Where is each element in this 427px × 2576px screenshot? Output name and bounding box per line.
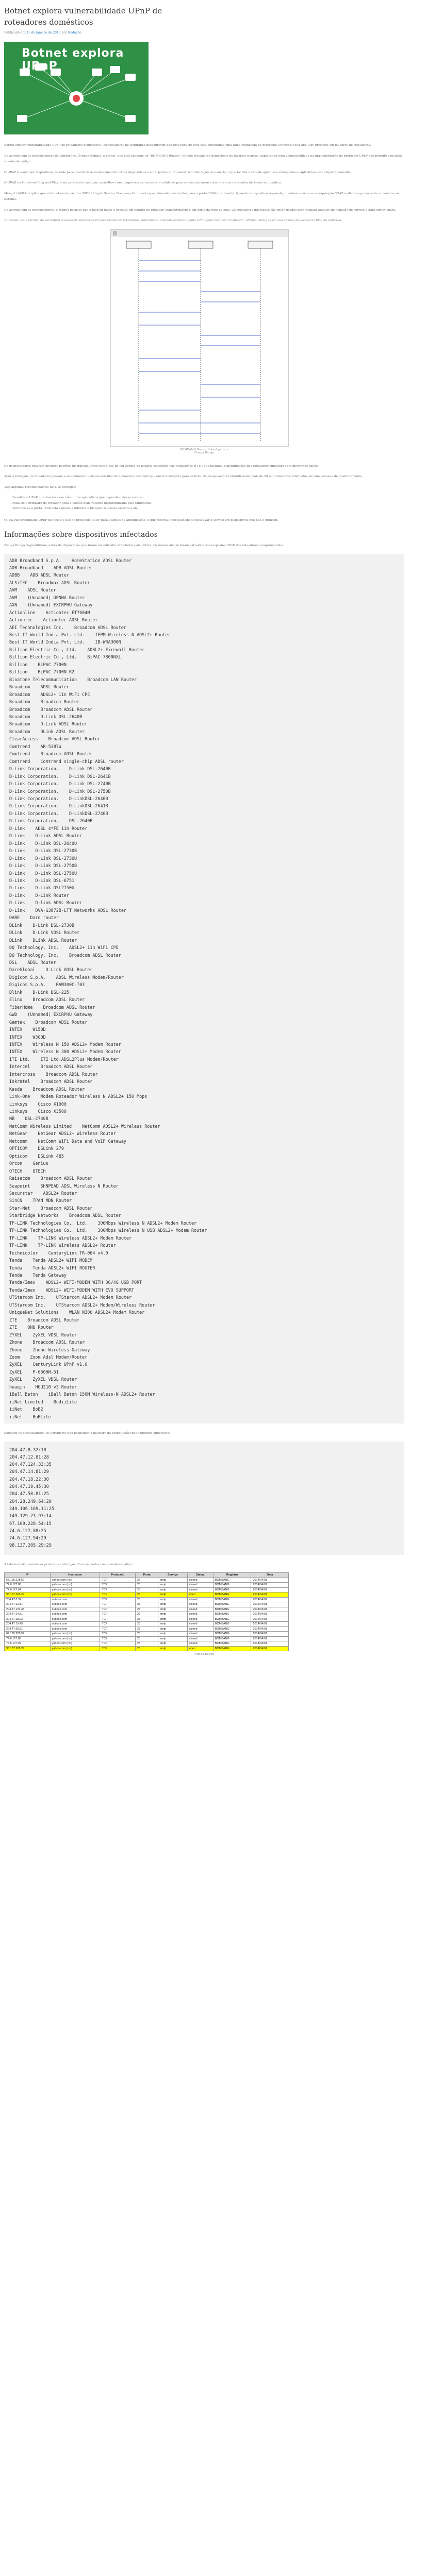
table-cell: BOMBANG [213, 1636, 251, 1641]
table-cell: 204.47.12.81 [5, 1602, 51, 1607]
table-cell: 2014/04/01 [251, 1636, 289, 1641]
table-cell: closed [187, 1597, 213, 1602]
table-cell: yahoo.com (nsl) [50, 1583, 100, 1588]
table-cell: 25 [136, 1632, 158, 1637]
article [4, 0, 404, 1656]
intro-paragraph: O UPnP é usado por dispositivos de rede para descobrir automaticamente outros dispositivos e abrir portas no roteador sem interação do usuário, o que facilita a vida de quem usa videogames e aplicativos de compartilhamento. [4, 171, 351, 174]
body-paragraph: De acordo com os pesquisadores, o ataque permite que o invasor baixe e execute um binário no roteador, transformando-o em parte da rede de bots. Os roteadores infectados são então usados para realizar ataques de negação de serviço e para enviar spam. [4, 208, 396, 212]
table-header-cell: Registro [213, 1573, 251, 1578]
table-cell: 25 [136, 1636, 158, 1641]
table-cell: BOMBANG [213, 1587, 251, 1592]
table-row [5, 1622, 289, 1627]
article-date-link[interactable]: 31 de janeiro de 2013 [26, 31, 61, 35]
table-cell: TCP [100, 1597, 136, 1602]
table-cell: 25 [136, 1617, 158, 1622]
table-header-cell: Protocolo [100, 1573, 136, 1578]
table-cell: BOMBANG [213, 1622, 251, 1627]
body-paragraph: Meng-Li (ASIA) explica que a botnet envia pacotes SSDP (Simple Service Discovery Protocol) especialmente construídos para a porta 1900 do roteador. Quando o dispositivo responde, o malware envia uma requisição SOAP maliciosa que executa comandos no sistema. [4, 192, 399, 201]
table-cell: smtp [158, 1617, 187, 1622]
table-cell: 25 [136, 1587, 158, 1592]
table-cell: yahoo.com (nsl) [50, 1632, 100, 1637]
table-cell: 25 [136, 1646, 158, 1651]
table-cell: 2014/04/01 [251, 1583, 289, 1588]
table-cell: TCP [100, 1617, 136, 1622]
table-cell: TCP [100, 1622, 136, 1627]
table-cell: 25 [136, 1626, 158, 1632]
table-cell: closed [187, 1641, 213, 1647]
hero-image [4, 42, 149, 134]
table-header-cell: Serviço [158, 1573, 187, 1578]
table-cell: 67.195.228.59 [5, 1632, 51, 1637]
body-paragraph: Outra vulnerabilidade UPnP de hoje é o uso do protocolo SSDP para ataques de amplificação, o que reforça a necessidade de desativar o serviço em dispositivos que não o utilizam. [4, 518, 278, 522]
table-cell: TCP [100, 1578, 136, 1583]
table-cell: 204.47.19.45 [5, 1622, 51, 1627]
table-cell: 204.47.14.81 [5, 1612, 51, 1617]
table-cell: 74.6.127.94 [5, 1641, 51, 1647]
table-cell: TCP [100, 1646, 136, 1651]
diagram-figure [4, 229, 404, 454]
table-cell: BOMBANG [213, 1617, 251, 1622]
intro-paragraph: O UPnP, ou Universal Plug and Play, é um protocolo usado por aparelhos como impressoras, consoles e celulares para se comunicarem entre si e com o roteador de forma automática. [4, 181, 282, 184]
table-cell: smtp [158, 1641, 187, 1647]
table-cell: smtp [158, 1578, 187, 1583]
table-cell: closed [187, 1578, 213, 1583]
table-row [5, 1632, 289, 1637]
table-row [5, 1612, 289, 1617]
table-cell: 25 [136, 1612, 158, 1617]
table-cell: smtp [158, 1636, 187, 1641]
table-cell: outlook.com [50, 1626, 100, 1632]
table-cell: 204.47.50.81 [5, 1626, 51, 1632]
table-cell: 74.6.127.88 [5, 1636, 51, 1641]
table-cell: 2014/04/01 [251, 1622, 289, 1627]
article-meta: Publicado em 31 de janeiro de 2013 por Redação [4, 31, 81, 35]
table-cell: BOMBANG [213, 1641, 251, 1647]
table-cell: outlook.com [50, 1602, 100, 1607]
table-row [5, 1607, 289, 1612]
table-cell: BOMBANG [213, 1612, 251, 1617]
table-cell: TCP [100, 1641, 136, 1647]
table-cell: outlook.com [50, 1597, 100, 1602]
sequence-diagram [110, 229, 289, 447]
table-cell: 2014/04/01 [251, 1578, 289, 1583]
table-cell: BOMBANG [213, 1602, 251, 1607]
table-header-cell: Data [251, 1573, 289, 1578]
table-cell: smtp [158, 1607, 187, 1612]
table-cell: 98.137.205.29 [5, 1646, 51, 1651]
table-cell: closed [187, 1626, 213, 1632]
table-cell: yahoo.com (nsl) [50, 1578, 100, 1583]
table-cell: smtp [158, 1612, 187, 1617]
table-cell: TCP [100, 1587, 136, 1592]
article-author-link[interactable]: Redação [68, 31, 81, 35]
table-cell: 2014/04/01 [251, 1617, 289, 1622]
table-row [5, 1646, 289, 1651]
table-row [5, 1597, 289, 1602]
table-cell: TCP [100, 1607, 136, 1612]
table-header-cell: IP [5, 1573, 51, 1578]
table-cell: TCP [100, 1592, 136, 1598]
article-title: Botnet explora vulnerabilidade UPnP de roteadores domésticos [4, 6, 162, 27]
quote-paragraph: "A botnet usa a técnica de varredura massiva de endereços IP para encontrar roteadores vulneráveis, e depois explora a falha UPnP para instalar o malware", afirmou Meng-Li em sua análise publicada no blog da empresa. [4, 219, 342, 222]
table-row [5, 1587, 289, 1592]
table-cell: 204.47.18.22 [5, 1617, 51, 1622]
ips-intro: Segundo os pesquisadores, os servidores que hospedam o malware da botnet estão nos seguintes endereços: [4, 1432, 170, 1435]
table-cell: smtp [158, 1602, 187, 1607]
table-cell: BOMBANG [213, 1626, 251, 1632]
table-cell: 2014/04/01 [251, 1612, 289, 1617]
table-cell: 74.6.127.88 [5, 1583, 51, 1588]
diagram-caption: BOMBANG Router Botnet pattern Nunga Bunga [179, 448, 229, 454]
table-cell: 25 [136, 1607, 158, 1612]
table-cell: 2014/04/01 [251, 1632, 289, 1637]
intro-paragraph: Botnet explora vulnerabilidade UPnP de roteadores domésticos. Pesquisadores de segurança descobriram que uma rede de bots está explorando uma falha conhecida no protocolo Universal Plug and Play presente em milhares de roteadores. [4, 144, 371, 147]
table-cell: closed [187, 1636, 213, 1641]
table-cell: smtp [158, 1626, 187, 1632]
table-cell: smtp [158, 1583, 187, 1588]
table-cell: BOMBANG [213, 1632, 251, 1637]
list-item: • Verifique se a porta 1900 está exposta à internet e bloqueie o acesso externo a ela. [12, 506, 404, 512]
table-header-row [5, 1573, 289, 1578]
table-cell: 25 [136, 1597, 158, 1602]
body-paragraph: Após a infecção, os roteadores passam a se comunicar com um servidor de comando e controle que envia instruções para os bots. Os pesquisadores identificaram mais de 20 mil roteadores infectados em uma semana de monitoramento. [4, 475, 363, 478]
table-cell: smtp [158, 1587, 187, 1592]
table-cell: 25 [136, 1578, 158, 1583]
table-cell: closed [187, 1612, 213, 1617]
table-cell: closed [187, 1602, 213, 1607]
table-cell: 2014/04/01 [251, 1626, 289, 1632]
table-cell: TCP [100, 1636, 136, 1641]
table-cell: outlook.com [50, 1607, 100, 1612]
table-cell: 25 [136, 1602, 158, 1607]
list-item: • Atualize o firmware do roteador para a versão mais recente disponibilizada pelo fabricante. [12, 501, 404, 506]
table-cell: outlook.com [50, 1612, 100, 1617]
table-cell: 25 [136, 1592, 158, 1598]
table-cell: yahoo.com (nsl) [50, 1587, 100, 1592]
table-cell: 2014/04/01 [251, 1607, 289, 1612]
table-cell: yahoo.com (nsl) [50, 1641, 100, 1647]
table-cell: closed [187, 1622, 213, 1627]
table-cell: 67.195.228.59 [5, 1578, 51, 1583]
table-cell: closed [187, 1632, 213, 1637]
table-cell: smtp [158, 1592, 187, 1598]
intro-paragraph: De acordo com os pesquisadores do Vendor Inc. (Nunga Bunga), a botnet, que eles chamam de "BOMBANG Router", infecta roteadores domésticos de diversas marcas, explorando uma vulnerabilidade na implementação do protocolo UPnP que permite execução remota de código. [4, 154, 402, 163]
table-cell: yahoo.com (nsl) [50, 1592, 100, 1598]
table-row [5, 1626, 289, 1632]
table-cell: 74.6.127.94 [5, 1587, 51, 1592]
table-cell: BOMBANG [213, 1583, 251, 1588]
body-paragraph: Os pesquisadores notaram diversos padrões no tráfego, entre eles o uso de um agente de usuário específico nas requisições HTTP, que facilitou a identificação dos roteadores infectados em diferentes países. [4, 464, 319, 468]
table-cell: TCP [100, 1612, 136, 1617]
table-cell: yahoo.com (nsl) [50, 1646, 100, 1651]
recommendations-list [4, 495, 404, 512]
table-cell: closed [187, 1607, 213, 1612]
table-row [5, 1583, 289, 1588]
table-cell: 25 [136, 1622, 158, 1627]
table-cell: 2014/04/01 [251, 1641, 289, 1647]
table-body [5, 1578, 289, 1651]
table-cell: TCP [100, 1602, 136, 1607]
table-header-cell: Status [187, 1573, 213, 1578]
table-caption: Nunga Bunga [194, 1653, 215, 1656]
table-cell: closed [187, 1583, 213, 1588]
table-cell: 25 [136, 1641, 158, 1647]
table-cell: outlook.com [50, 1617, 100, 1622]
table-cell: 2014/04/01 [251, 1602, 289, 1607]
section-intro: Nunga Bunga disponibilizou a lista de dispositivos que foram encontrados infectados pela botnet. Os nomes abaixo foram extraídos das respostas UPnP dos roteadores comprometidos. [4, 544, 284, 547]
table-cell: outlook.com [50, 1622, 100, 1627]
table-cell: 98.137.205.29 [5, 1592, 51, 1598]
table-row [5, 1592, 289, 1598]
section-title: Informações sobre dispositivos infectados [4, 531, 158, 539]
table-cell: BOMBANG [213, 1597, 251, 1602]
table-cell: BOMBANG [213, 1607, 251, 1612]
table-cell: closed [187, 1587, 213, 1592]
table-header-cell: Hostname [50, 1573, 100, 1578]
table-cell: smtp [158, 1597, 187, 1602]
table-cell: 204.47.8.32 [5, 1597, 51, 1602]
table-cell: 25 [136, 1583, 158, 1588]
sequence-diagram-icon [111, 230, 288, 446]
table-cell: closed [187, 1617, 213, 1622]
table-cell: TCP [100, 1632, 136, 1637]
table-cell: 2014/04/01 [251, 1646, 289, 1651]
ip-table [4, 1572, 289, 1651]
device-list-code: ADB Broadband S.p.A. HomeStation ADSL Router ADB Broadband ADB ADSL Router ADBB ADB ADSL Router ALSiTEC Broadmax ADSL Router AVM ADSL Router AVM (Unnamed) UPNNA Router AXN (Unnamed) EXCRPHU Gateway Actionline Actiontec ET7604N Actiontec Actiontec ADSL Router AEI Technologies Inc. Broadcom ADSL Router Best IT World India Pvt. Ltd. IEPM Wireless N ADSL2+ Router Best IT World India Pvt. Ltd. IB-WRA300N Billion Electric Co., Ltd. ADSL2+ Firewall Router Billion Electric Co., Ltd. BiPAC 7800NXL Billion BiPAC 7700N Billion BiPAC 7700N R2 Binatone Telecommunication Broadcom LAN Router Broadcom ADSL Router Broadcom ADSL2+ 11n WiFi CPE Broadcom Broadcom Router Broadcom Broadcom ADSL Router Broadcom D-Link DSL-2640B Broadcom D-Link ADSL Router Broadcom DLink ADSL Router ClearAccess Broadcom ADSL Router Comtrend AR-5387u Comtrend Broadcom ADSL Router Comtrend Comtrend single-chip ADSL router D-Link Corporation. D-Link DSL-2640B D-Link Corporation. D-Link DSL-2641B D-Link Corporation. D-Link DSL-2740B D-Link Corporation. D-Link DSL-2750B D-Link Corporation. D-LinkDSL-2640B D-Link Corporation. D-LinkDSL-2641B D-Link Corporation. D-LinkDSL-2740B D-Link Corporation. DSL-2640B D-Link ADSL 4*FE 11n Router D-Link D-Link ADSL Router D-Link D-Link DSL-2640U D-Link D-Link DSL-2730B D-Link D-Link DSL-2730U D-Link D-Link DSL-2750B D-Link D-Link DSL-2750U D-Link D-Link DSL-6751 D-Link D-Link DSL2750U D-Link D-Link Router D-Link D-link ADSL Router D-Link DVA-G3672B-LTT Networks ADSL Router DARE Dare router DLink D-Link DSL-2730B DLink D-Link VDSL Router DLink DLink ADSL Router DQ Technology, Inc. ADSL2+ 11n WiFi CPE DQ Technology, Inc. Broadcom ADSL Router DSL ADSL Router DareGlobal D-Link ADSL Router Digicom S.p.A. ADSL Wireless Modem/Router Digicom S.p.A. RAW300C-T03 Dlink D-Link DSL-225 Elinx Broadcom ADSL Router FiberHome Broadcom ADSL Router GWD (Unnamed) EXCRPHU Gateway Gemtek Broadcom ADSL Router INTEX W150D INTEX W300D INTEX Wireless N 150 ADSL2+ Modem Router INTEX Wireless N 300 ADSL2+ Modem Router ITI Ltd. ITI Ltd.ADSL2Plus Modem/Router Intercel Broadcom ADSL Router Intercross Broadcom ADSL Router Iskratel Broadcom ADSL Router Kasda Broadcom ADSL Router Link-One Modem Roteador Wireless N ADSL2+ 150 Mbps Linksys Cisco X1000 Linksys Cisco X3500 NB DSL-2740B NetComm Wireless Limited NetComm ADSL2+ Wireless Router NetGear NetGear ADSL2+ Wireless Router Netcomm NetComm WiFi Data and VoIP Gateway OPTICOM DSLink 279 Opticom DSLink 485 Orcon Genius QTECH QTECH Raisecom Broadcom ADSL Router Seapoint SHNPEAD ADSL Wireless N Router Securstar ADSL2+ Router SinCN TPAN MDN Router Star-Net Broadcom ADSL Router Starbridge Networks Broadcom ADSL Router TP-LINK Technologies Co., Ltd. 300Mbps Wireless N ADSL2+ Modem Router TP-LINK Technologies Co., Ltd. 300Mbps Wireless N USB ADSL2+ Modem Router TP-LINK TP-LINK Wireless ADSL2+ Modem Router TP-LINK TP-LINK Wireless ADSL2+ Router Technicolor CenturyLink TR-064 v4.0 Tenda Tenda ADSL2+ WIFI MODEM Tenda Tenda ADSL2+ WIFI ROUTER Tenda Tenda Gateway Tenda/Imex ADSL2+ WIFI-MODEM WITH 3G/4G USB PORT Tenda/Imex ADSL2+ WIFI-MODEM WITH EVO SUPPORT UTStarcom Inc. UTStarcom ADSL2+ Modem Router UTStarcom Inc. UTStarcom ADSL2+ Modem/Wireless Router UniqueNet Solutions WLAN N300 ADSL2+ Modem Router ZTE Broadcom ADSL Router ZTE ONU Router ZYXEL ZyXEL VDSL Router Zhone Broadcom ADSL Router Zhone Zhone Wireless Gateway Zoom Zoom Adsl Modem/Router ZyXEL CenturyLink UPnP v1.0 ZyXEL P-660HN-51 ZyXEL ZyXEL VDSL Router huaqin HGU210 v3 Router iBall Baton iBall Baton 150M Wireless-N ADSL2+ Router iiNet Limited BudiiLite iiNet BoB2 iiNet BoBLite [4, 554, 404, 1424]
table-row [5, 1602, 289, 1607]
table-cell: open [187, 1646, 213, 1651]
table-cell: 2014/04/01 [251, 1587, 289, 1592]
ip-list-code: 204.47.8.32:18 204.47.12.81:28 204.47.124.33:35 204.47.14.81:29 204.47.18.22:30 204.47.19.45:30 204.47.50.81:25 204.28.249.64:29 249.106.169.11:25 149.129.73.97:14 67.109.228.54:15 74.6.127.88:25 74.6.127.94:29 98.137.205.29:29 [4, 1442, 404, 1555]
table-cell: 204.47.124.33 [5, 1607, 51, 1612]
body-paragraph: Veja algumas recomendações para se proteger: [4, 485, 76, 489]
table-intro: A tabela abaixo mostra os primeiros endereços IP encontrados com o malware ativo: [4, 1563, 133, 1566]
table-cell: BOMBANG [213, 1578, 251, 1583]
table-cell: BOMBANG [213, 1646, 251, 1651]
hero-title: Botnet explora UPnP [22, 47, 124, 73]
table-row [5, 1641, 289, 1647]
table-cell: BOMBANG [213, 1592, 251, 1598]
table-cell: 2014/04/01 [251, 1592, 289, 1598]
table-row [5, 1578, 289, 1583]
table-row [5, 1617, 289, 1622]
table-cell: smtp [158, 1646, 187, 1651]
list-item: • Desative o UPnP no roteador caso não utilize aplicativos que dependam desse recurso. [12, 495, 404, 501]
table-cell: smtp [158, 1622, 187, 1627]
table-header-cell: Porta [136, 1573, 158, 1578]
table-row [5, 1636, 289, 1641]
table-cell: open [187, 1592, 213, 1598]
table-cell: yahoo.com (nsl) [50, 1636, 100, 1641]
table-cell: TCP [100, 1626, 136, 1632]
table-cell: smtp [158, 1632, 187, 1637]
table-cell: TCP [100, 1583, 136, 1588]
table-cell: 2014/04/01 [251, 1597, 289, 1602]
